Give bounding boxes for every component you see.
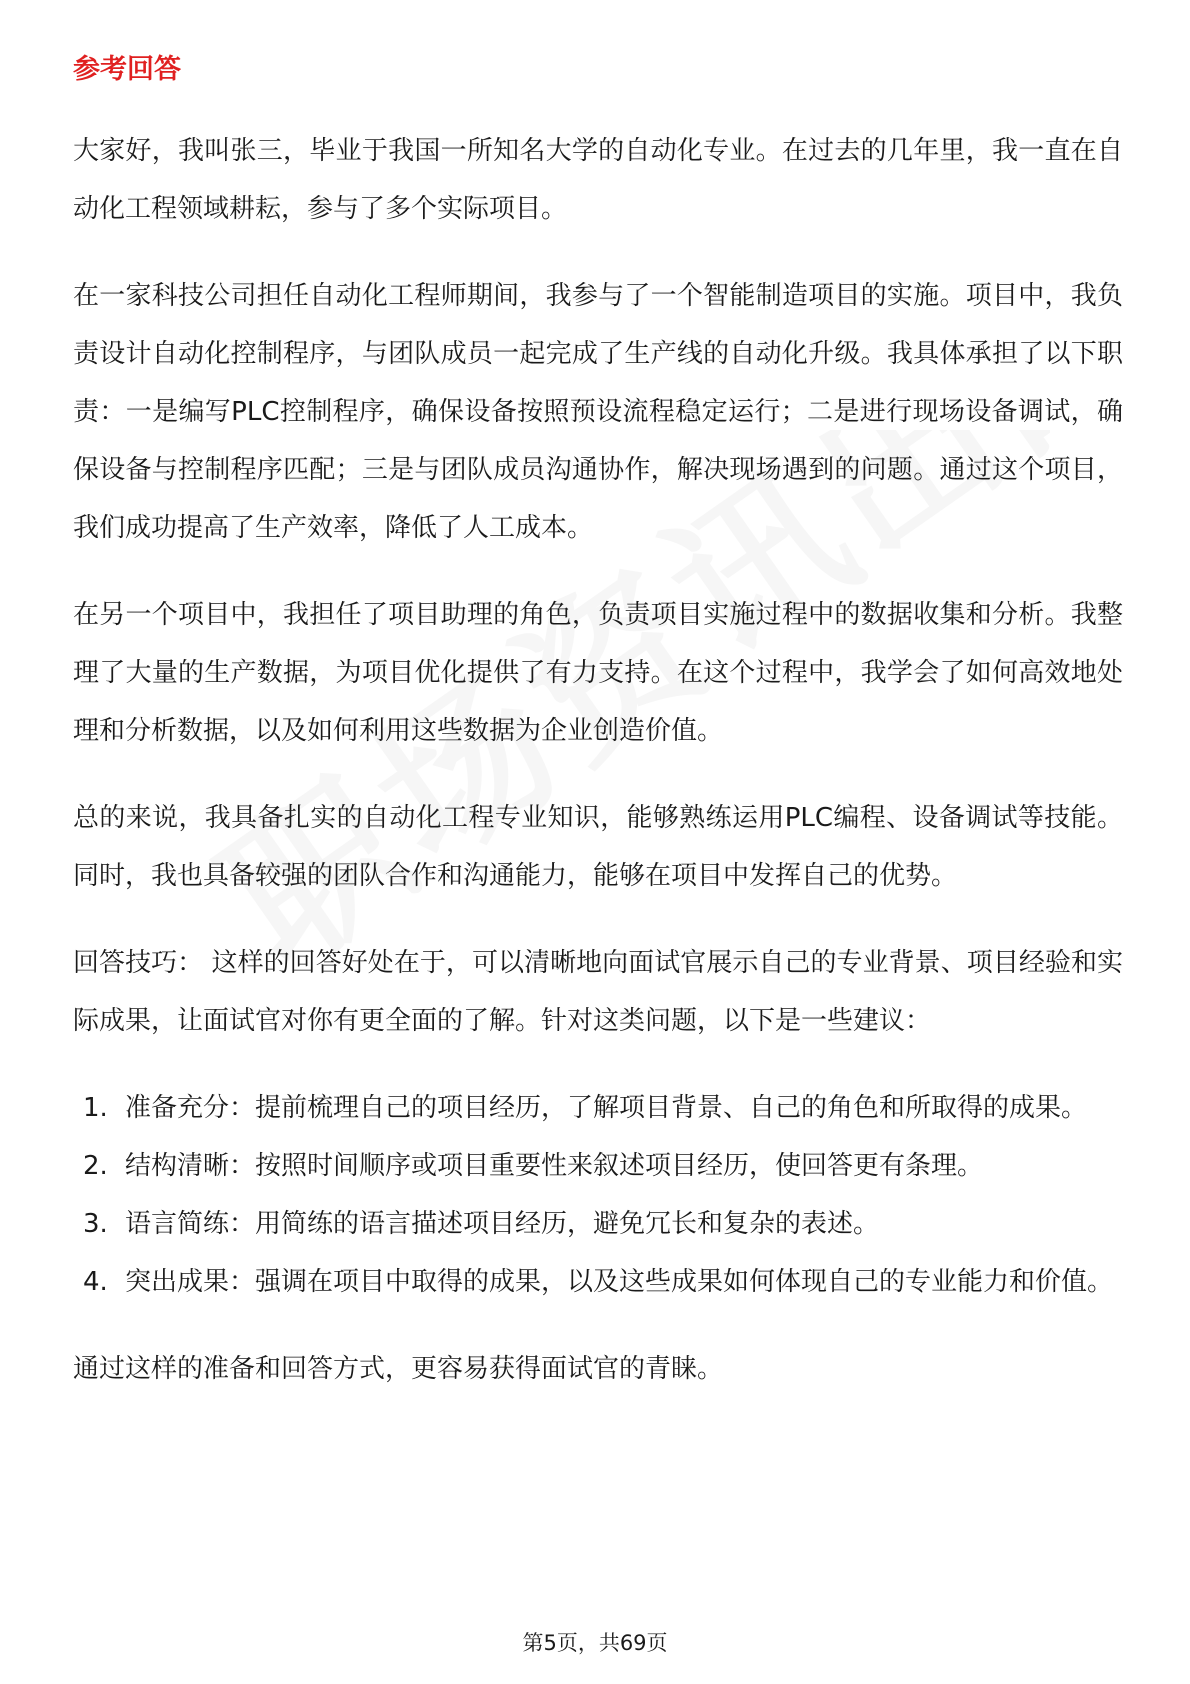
paragraph-closing: 通过这样的准备和回答方式，更容易获得面试官的青睐。 bbox=[73, 1354, 724, 1384]
list-item-text: 结构清晰：按照时间顺序或项目重要性来叙述项目经历，使回答更有条理。 bbox=[125, 1151, 984, 1181]
tips-list bbox=[73, 1079, 1123, 1311]
paragraph-project-one: 在一家科技公司担任自动化工程师期间，我参与了一个智能制造项目的实施。项目中，我负责设计自动化控制程序，与团队成员一起完成了生产线的自动化升级。我具体承担了以下职责：一是编写PLC控制程序，确保设备按照预设流程稳定运行；二是进行现场设备调试，确保设备与控制程序匹配；三是与团队成员沟通协作，解决现场遇到的问题。通过这个项目，我们成功提高了生产效率，降低了人工成本。 bbox=[73, 281, 1123, 543]
page-number: 第5页，共69页 bbox=[522, 1631, 668, 1655]
section-heading: 参考回答 bbox=[73, 54, 181, 85]
paragraph-summary: 总的来说，我具备扎实的自动化工程专业知识，能够熟练运用PLC编程、设备调试等技能。同时，我也具备较强的团队合作和沟通能力，能够在项目中发挥自己的优势。 bbox=[73, 803, 1123, 891]
answer-content bbox=[73, 122, 1123, 1427]
list-item-text: 突出成果：强调在项目中取得的成果，以及这些成果如何体现自己的专业能力和价值。 bbox=[125, 1267, 1114, 1297]
list-item-text: 语言简练：用简练的语言描述项目经历，避免冗长和复杂的表述。 bbox=[125, 1209, 880, 1239]
paragraph-intro: 大家好，我叫张三，毕业于我国一所知名大学的自动化专业。在过去的几年里，我一直在自动化工程领域耕耘，参与了多个实际项目。 bbox=[73, 136, 1123, 224]
list-item-number: 1. bbox=[83, 1093, 108, 1123]
paragraph-tips-intro: 回答技巧： 这样的回答好处在于，可以清晰地向面试官展示自己的专业背景、项目经验和实际成果，让面试官对你有更全面的了解。针对这类问题，以下是一些建议： bbox=[73, 948, 1123, 1036]
list-item-text: 准备充分：提前梳理自己的项目经历，了解项目背景、自己的角色和所取得的成果。 bbox=[125, 1093, 1088, 1123]
list-item bbox=[73, 1253, 1123, 1311]
list-item-number: 3. bbox=[83, 1209, 108, 1239]
list-item-number: 4. bbox=[83, 1267, 108, 1297]
list-item bbox=[73, 1079, 1123, 1137]
paragraph-project-two: 在另一个项目中，我担任了项目助理的角色，负责项目实施过程中的数据收集和分析。我整理了大量的生产数据，为项目优化提供了有力支持。在这个过程中，我学会了如何高效地处理和分析数据，以及如何利用这些数据为企业创造价值。 bbox=[73, 600, 1123, 746]
list-item bbox=[73, 1137, 1123, 1195]
list-item-number: 2. bbox=[83, 1151, 108, 1181]
list-item bbox=[73, 1195, 1123, 1253]
